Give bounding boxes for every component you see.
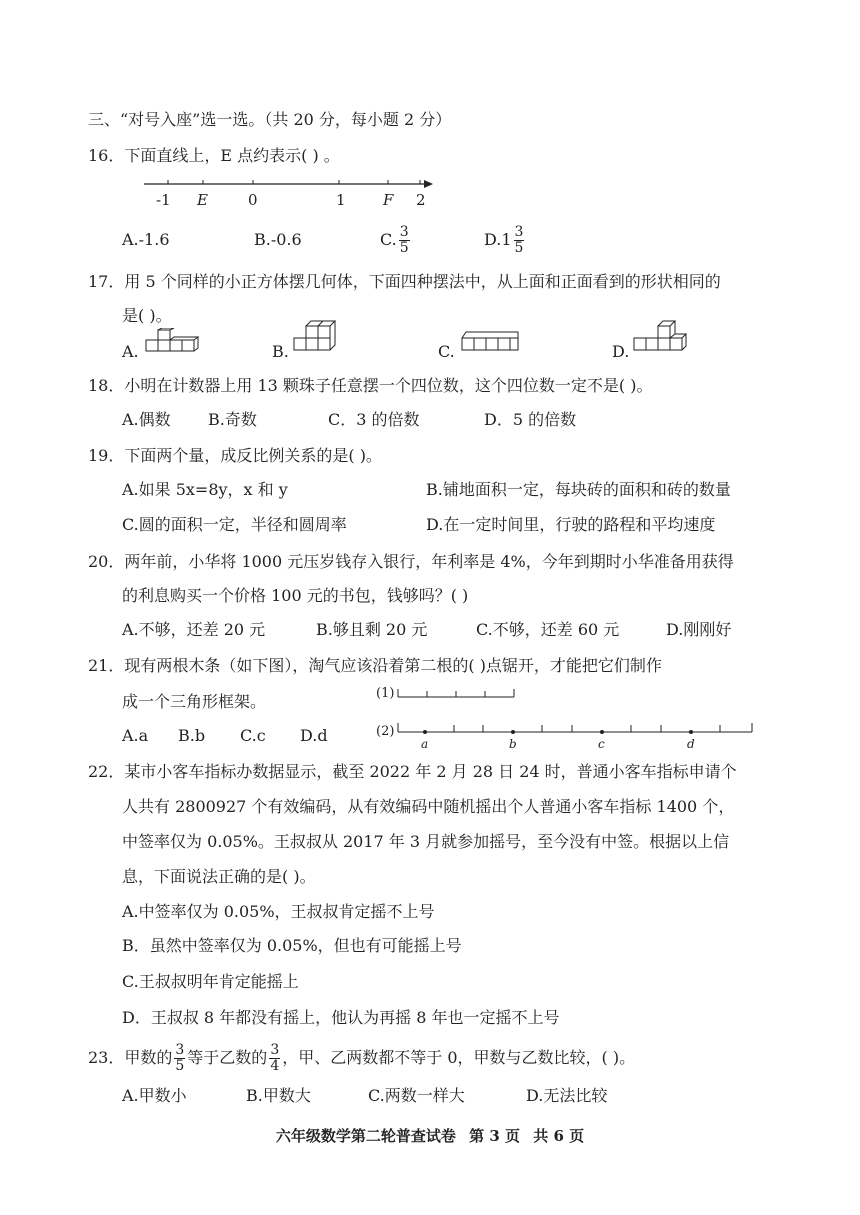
option-21b: B.b — [178, 726, 206, 745]
option-19d: D.在一定时间里，行驶的路程和平均速度 — [426, 515, 716, 534]
option-20a: A.不够，还差 20 元 — [122, 620, 266, 639]
stick-point-label: d — [687, 737, 695, 751]
axis-label: F — [383, 191, 394, 209]
option-16c: C. $\frac{3}{5}$ — [380, 224, 409, 256]
stick-1-label: (1) — [376, 686, 395, 701]
page-footer — [0, 1125, 860, 1146]
cube-figure-c — [460, 326, 522, 354]
stick-point-label: a — [421, 737, 429, 751]
option-19b: B.铺地面积一定，每块砖的面积和砖的数量 — [426, 480, 731, 499]
option-23b: B.甲数大 — [246, 1086, 311, 1105]
footer-page: 第 3 页 — [469, 1127, 520, 1145]
option-18a: A.偶数 — [122, 410, 171, 429]
question-22-line1: 22．某市小客车指标办数据显示，截至 2022 年 2 月 28 日 24 时，普通小客车指标申请个 — [88, 762, 737, 781]
axis-label: 0 — [248, 191, 258, 209]
option-18c: C．3 的倍数 — [328, 410, 420, 429]
option-22b: B．虽然中签率仅为 0.05%，但也有可能摇上号 — [122, 936, 462, 955]
number-line — [140, 172, 440, 208]
stick-point-label: b — [509, 737, 517, 751]
option-17b: B. — [272, 342, 289, 361]
question-17-stem-2: 是( )。 — [122, 306, 172, 325]
option-22d: D．王叔叔 8 年都没有摇上，他认为再摇 8 年也一定摇不上号 — [122, 1008, 560, 1027]
option-17c: C. — [438, 342, 455, 361]
option-16a: A.-1.6 — [122, 230, 170, 249]
axis-label: 2 — [416, 191, 426, 209]
question-20-stem-2: 的利息购买一个价格 100 元的书包，钱够吗？( ) — [122, 586, 469, 605]
option-16d: D.1 $\frac{3}{5}$ — [484, 224, 524, 256]
question-21-stem-2: 成一个三角形框架。 — [122, 692, 267, 711]
option-23d: D.无法比较 — [526, 1086, 608, 1105]
option-20d: D.刚刚好 — [666, 620, 732, 639]
axis-label: -1 — [156, 191, 171, 209]
cube-figure-b — [292, 316, 340, 354]
option-18b: B.奇数 — [208, 410, 257, 429]
option-22c: C.王叔叔明年肯定能摇上 — [122, 972, 299, 991]
question-22-line2: 人共有 2800927 个有效编码，从有效编码中随机摇出个人普通小客车指标 1400 个， — [122, 797, 735, 816]
footer-title: 六年级数学第二轮普查试卷 — [275, 1127, 456, 1145]
option-23a: A.甲数小 — [122, 1086, 187, 1105]
option-21d: D.d — [300, 726, 328, 745]
footer-total: 共 6 页 — [533, 1127, 585, 1145]
question-19-stem: 19．下面两个量，成反比例关系的是( )。 — [88, 446, 382, 465]
question-18-stem: 18．小明在计数器上用 13 颗珠子任意摆一个四位数，这个四位数一定不是( )。 — [88, 376, 653, 395]
option-16b: B.-0.6 — [254, 230, 302, 249]
option-23c: C.两数一样大 — [368, 1086, 465, 1105]
stick-1 — [396, 684, 520, 700]
question-22-line4: 息，下面说法正确的是( )。 — [122, 867, 316, 886]
stick-2-label: (2) — [376, 724, 395, 739]
option-17a: A. — [122, 342, 139, 361]
option-18d: D．5 的倍数 — [484, 410, 577, 429]
axis-label: 1 — [336, 191, 346, 209]
option-19c: C.圆的面积一定，半径和圆周率 — [122, 515, 347, 534]
question-21-stem: 21．现有两根木条（如下图），淘气应该沿着第二根的( )点锯开，才能把它们制作 — [88, 656, 662, 675]
question-20-stem: 20．两年前，小华将 1000 元压岁钱存入银行，年利率是 4%，今年到期时小华准备用获得 — [88, 552, 734, 571]
stick-2 — [396, 718, 756, 736]
option-20b: B.够且剩 20 元 — [316, 620, 428, 639]
option-21c: C.c — [240, 726, 266, 745]
option-20c: C.不够，还差 60 元 — [476, 620, 620, 639]
option-21a: A.a — [122, 726, 149, 745]
cube-figure-a — [144, 328, 200, 354]
question-22-line3: 中签率仅为 0.05%。王叔叔从 2017 年 3 月就参加摇号，至今没有中签。根据以上信 — [122, 832, 730, 851]
cube-figure-d — [632, 318, 688, 354]
stick-point-label: c — [598, 737, 605, 751]
axis-label: E — [197, 191, 208, 209]
option-22a: A.中签率仅为 0.05%，王叔叔肯定摇不上号 — [122, 902, 435, 921]
question-17-stem: 17．用 5 个同样的小正方体摆几何体，下面四种摆法中，从上面和正面看到的形状相同的 — [88, 272, 721, 291]
question-16-stem: 16．下面直线上，E 点约表示( ) 。 — [88, 146, 340, 165]
question-23-stem: 23．甲数的 $\frac{3}{5}$ 等于乙数的 $\frac{3}{4}$ ，甲、乙两数都不等于 0，甲数与乙数比较，( )。 — [88, 1042, 636, 1074]
option-19a: A.如果 5x=8y，x 和 y — [122, 480, 288, 499]
section-title: 三、“对号入座”选一选。（共 20 分，每小题 2 分） — [88, 110, 452, 129]
option-17d: D. — [612, 342, 630, 361]
